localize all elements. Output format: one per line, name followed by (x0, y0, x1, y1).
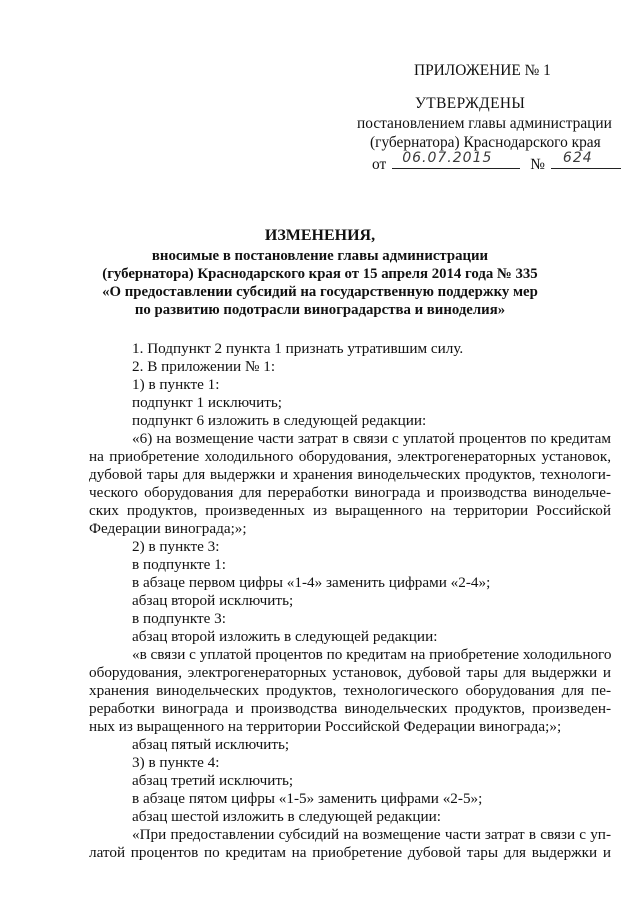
approval-title: УТВЕРЖДЕНЫ (415, 95, 526, 112)
body-line: Федерации винограда;»; (89, 520, 247, 537)
approval-date-row (372, 152, 621, 174)
number-prefix: № (530, 156, 545, 173)
body-line: в абзаце пятом цифры «1-5» заменить цифрами «2-5»; (132, 790, 483, 807)
body-line: абзац пятый исключить; (132, 736, 290, 753)
date-prefix: от (372, 156, 387, 173)
handwritten-date: 06.07.2015 (402, 150, 493, 166)
body-line: хранения винодельческих продуктов, технологического оборудования для пе- (89, 682, 611, 699)
body-line: 2. В приложении № 1: (132, 358, 276, 375)
body-line: абзац второй изложить в следующей редакции: (132, 628, 438, 645)
date-field (392, 152, 520, 169)
body-line: в подпункте 3: (132, 610, 226, 627)
approval-line-2: (губернатора) Краснодарского края (370, 134, 601, 151)
body-line: 3) в пункте 4: (132, 754, 220, 771)
body-line: реработки винограда и производства винодельческих продуктов, произведен- (89, 700, 611, 717)
body-line: латой процентов по кредитам на приобретение дубовой тары для выдержки и (89, 844, 611, 861)
changes-title: ИЗМЕНЕНИЯ, (264, 227, 376, 244)
changes-subtitle-line-2: (губернатора) Краснодарского края от 15 апреля 2014 года № 335 (102, 266, 538, 282)
body-line: «При предоставлении субсидий на возмещение части затрат в связи с уп- (132, 826, 611, 843)
body-line: подпункт 1 исключить; (132, 394, 283, 411)
body-line: в подпункте 1: (132, 556, 226, 573)
handwritten-number: 624 (562, 150, 593, 166)
changes-subtitle-line-3: «О предоставлении субсидий на государственную поддержку мер (102, 284, 538, 300)
body-line: «6) на возмещение части затрат в связи с уплатой процентов по кредитам (132, 430, 611, 447)
body-line: 1) в пункте 1: (132, 376, 220, 393)
body-line: «в связи с уплатой процентов по кредитам на приобретение холодильного (132, 646, 612, 663)
body-line: подпункт 6 изложить в следующей редакции: (132, 412, 427, 429)
body-line: абзац шестой изложить в следующей редакции: (132, 808, 441, 825)
approval-line-1: постановлением главы администрации (357, 115, 612, 132)
body-line: ных из выращенного на территории Российской Федерации винограда;»; (89, 718, 562, 735)
changes-subtitle-line-1: вносимые в постановление главы администрации (151, 248, 489, 264)
body-line: на приобретение холодильного оборудования, электрогенераторных установок, (89, 448, 611, 465)
body-line: 2) в пункте 3: (132, 538, 220, 555)
body-line: абзац третий исключить; (132, 772, 294, 789)
body-line: ских продуктов, произведенных из выращенного на территории Российской (89, 502, 611, 519)
body-line: дубовой тары для выдержки и хранения винодельческих продуктов, технологи- (89, 466, 611, 483)
body-line: ческого оборудования для переработки винограда и производства винодельче- (89, 484, 611, 501)
body-line: 1. Подпункт 2 пункта 1 признать утратившим силу. (132, 340, 464, 357)
changes-subtitle-line-4: по развитию подотрасли виноградарства и виноделия» (134, 302, 506, 318)
number-field (551, 152, 621, 169)
body-line: в абзаце первом цифры «1-4» заменить цифрами «2-4»; (132, 574, 491, 591)
body-line: абзац второй исключить; (132, 592, 294, 609)
body-line: оборудования, электрогенераторных установок, дубовой тары для выдержки и (89, 664, 611, 681)
appendix-label: ПРИЛОЖЕНИЕ № 1 (414, 62, 551, 79)
